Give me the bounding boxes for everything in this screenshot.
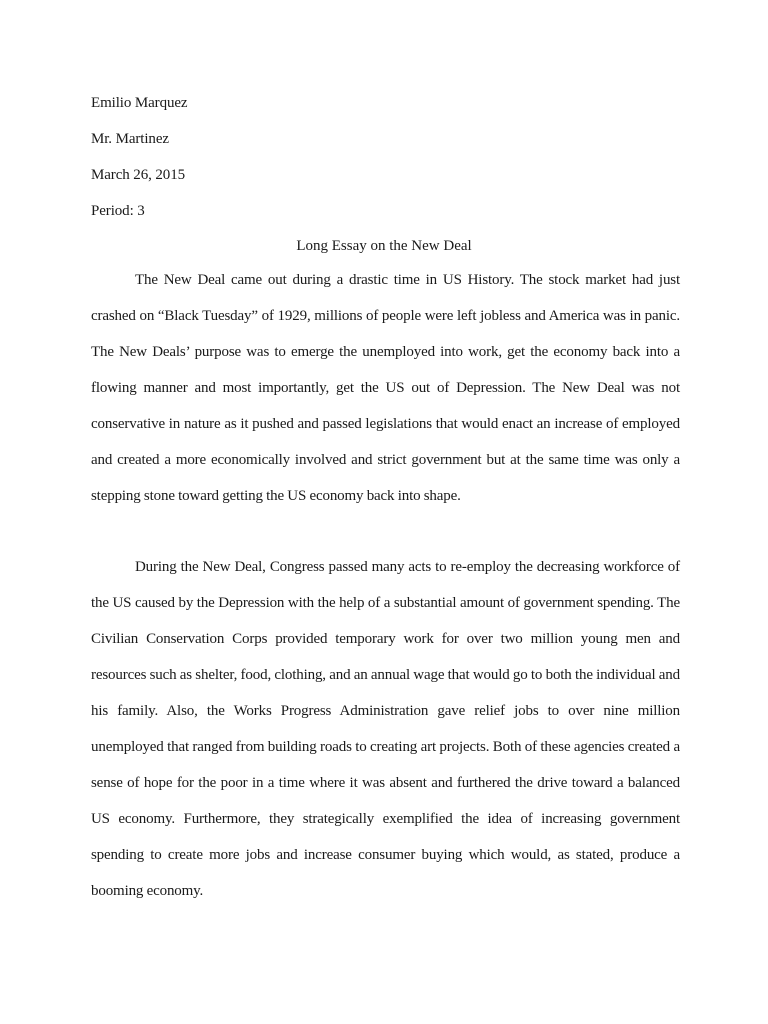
student-name: Emilio Marquez — [91, 95, 188, 111]
class-period: Period: 3 — [91, 203, 145, 219]
essay-title: Long Essay on the New Deal — [296, 238, 472, 254]
essay-paragraph: During the New Deal, Congress passed many acts to re-employ the decreasing workforce of the US caused by the Depression with the help of a substantial amount of government spending. The Civilian Conservation Corps provided temporary work for over two million young men and resources such as shelter, food, clothing, and an annual wage that would go to both the individual and his family. Also, the Works Progress Administration gave relief jobs to over nine million unemployed that ranged from building roads to creating art projects. Both of these agencies created a sense of hope for the poor in a time where it was absent and furthered the drive toward a balanced US economy. Furthermore, they strategically exemplified the idea of increasing government spending to create more jobs and increase consumer buying which would, as stated, produce a booming economy. — [91, 559, 680, 899]
essay-date: March 26, 2015 — [91, 167, 185, 183]
essay-title-row — [0, 237, 768, 255]
essay-paragraph: The New Deal came out during a drastic time in US History. The stock market had just crashed on “Black Tuesday” of 1929, millions of people were left jobless and America was in panic. The New Deals’ purpose was to emerge the unemployed into work, get the economy back into a flowing manner and most importantly, get the US out of Depression. The New Deal was not conservative in nature as it pushed and passed legislations that would enact an increase of employed and created a more economically involved and strict government but at the same time was only a stepping stone toward getting the US economy back into shape. — [91, 272, 680, 504]
teacher-name: Mr. Martinez — [91, 131, 169, 147]
